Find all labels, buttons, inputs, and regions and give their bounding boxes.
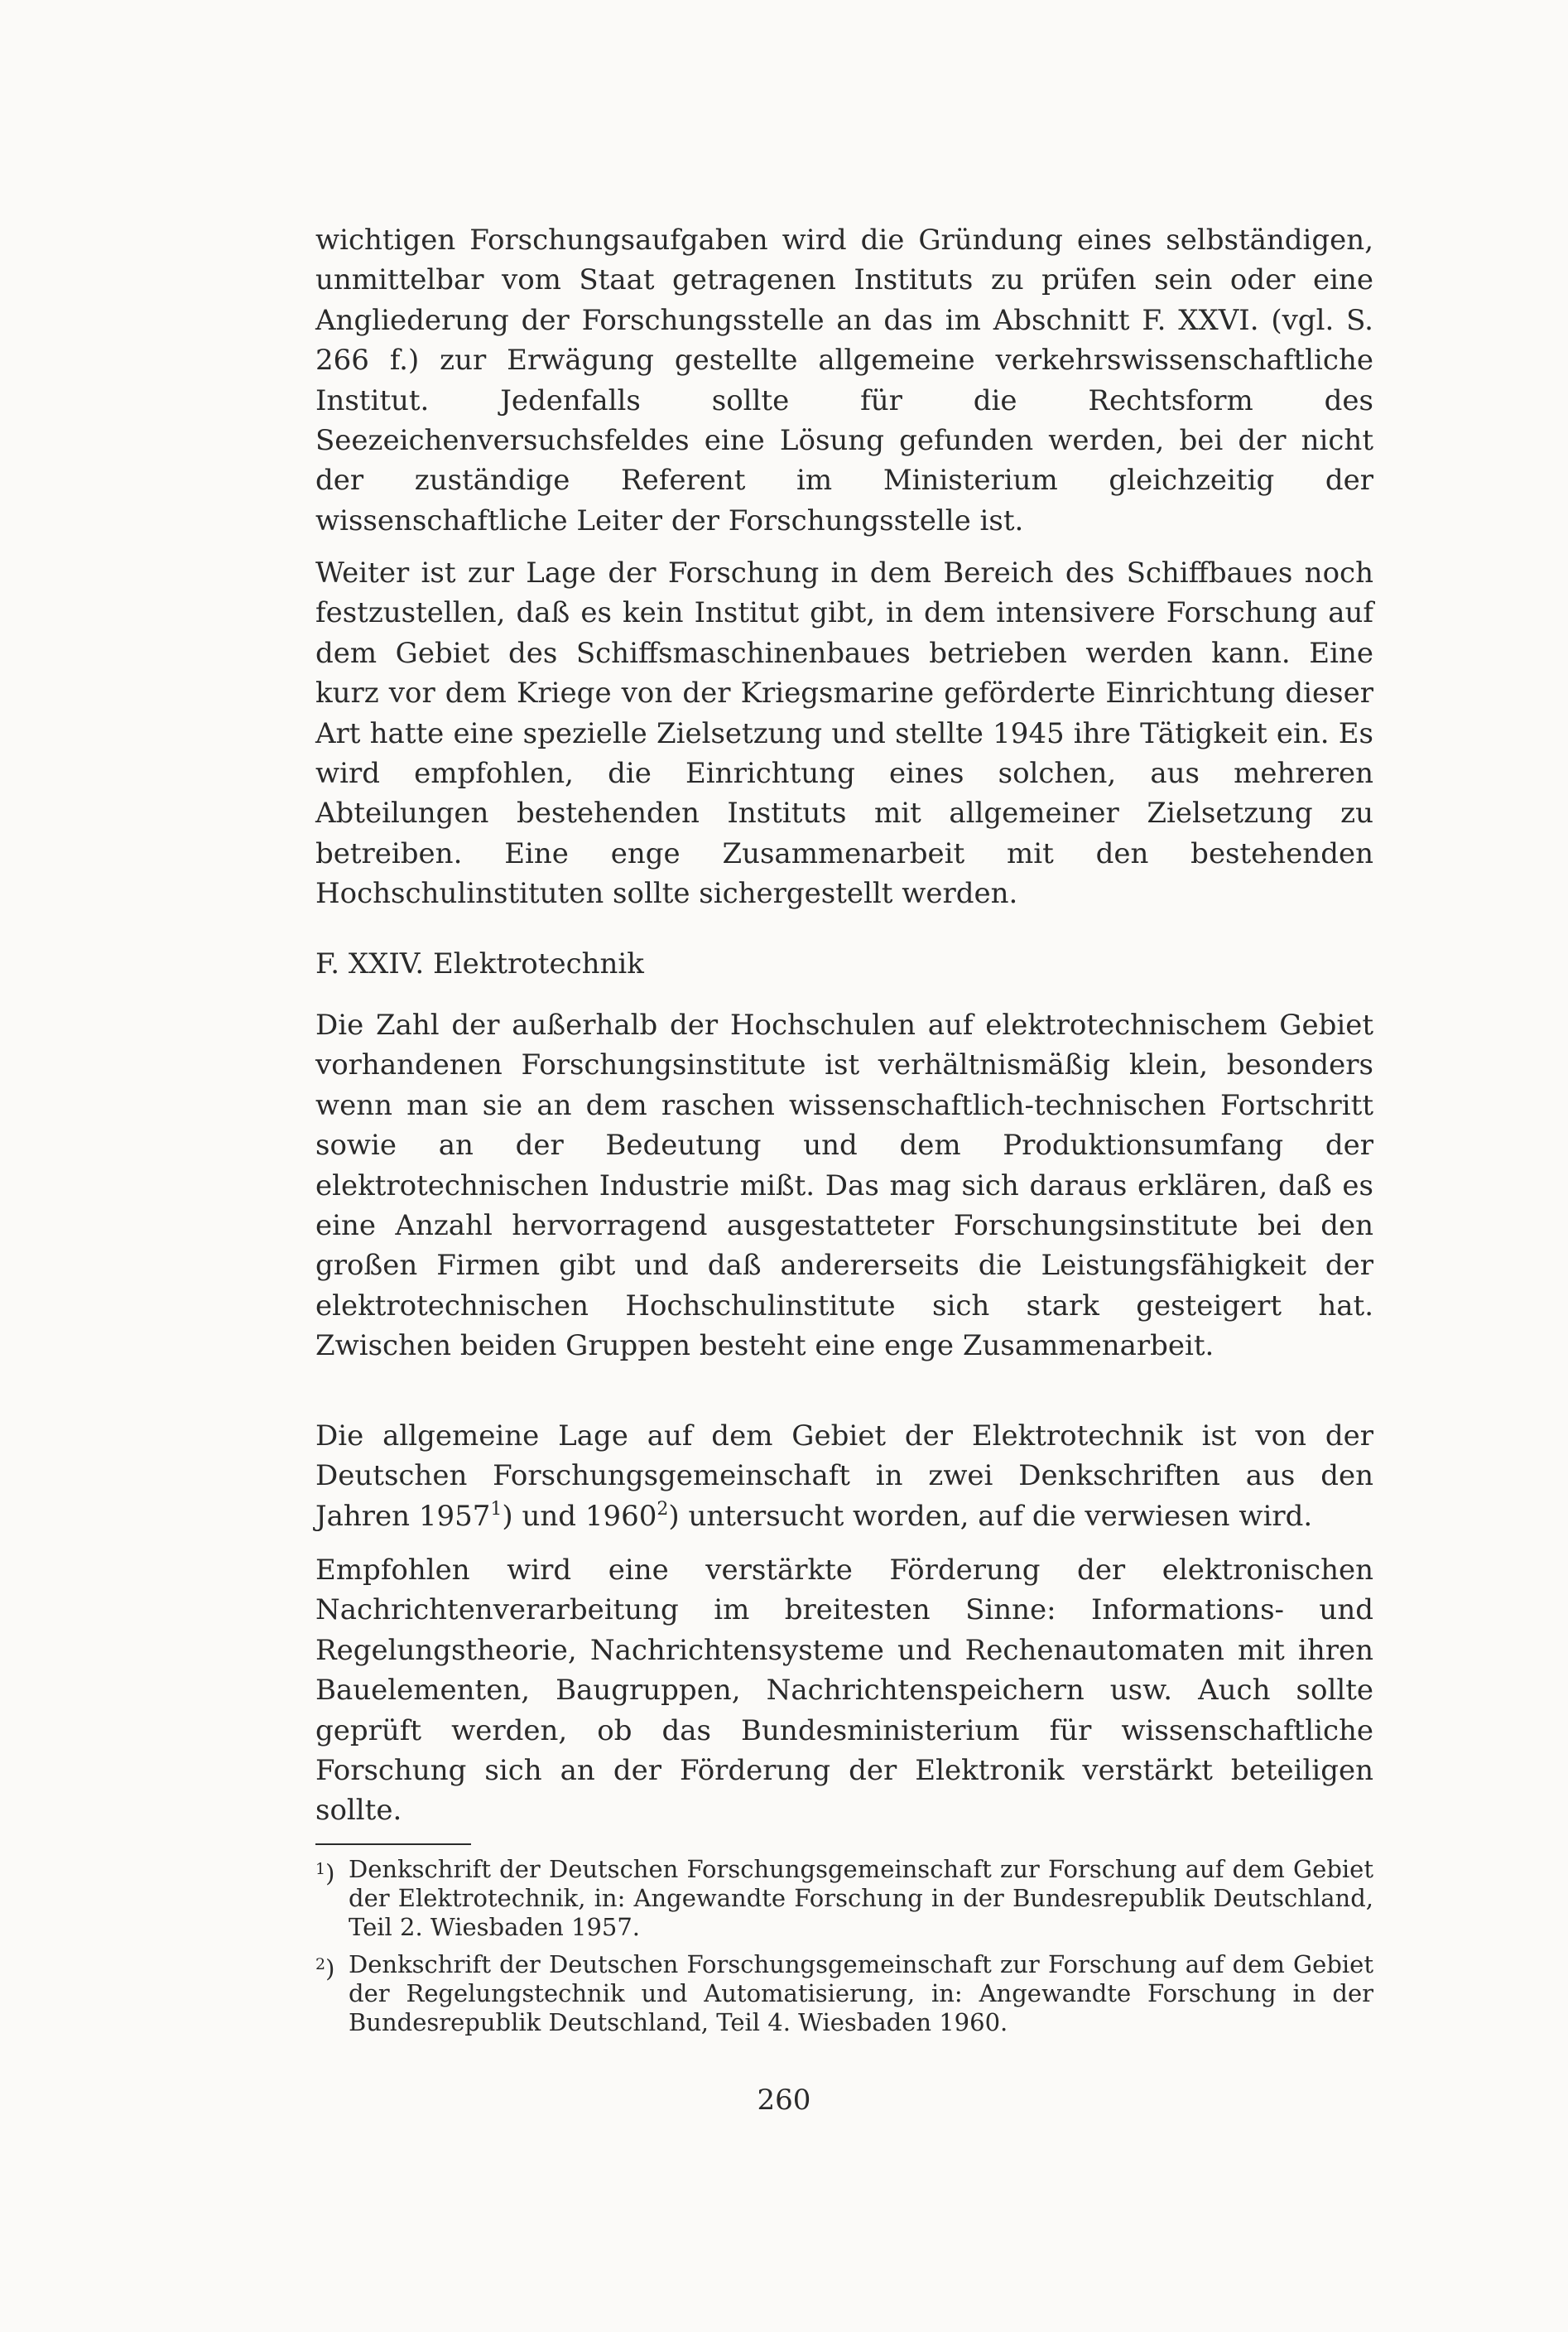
- footnote-2-bracket: ): [325, 1954, 335, 1983]
- paragraph-research-institute: wichtigen Forschungsaufgaben wird die Gründung eines selbständigen, unmittelbar vom Staat getragenen Instituts zu prüfen sein oder eine Angliederung der Forschungsstelle an das im Abschnitt F. XXVI. (vgl. S. 266 f.) zur Erwägung gestellte allgemeine verkehrswissenschaftliche Institut. Jedenfalls sollte für die Rechtsform des Seezeichenversuchsfeldes eine Lösung gefunden werden, bei der nicht der zuständige Referent im Ministerium gleichzeitig der wissenschaftliche Leiter der Forschungsstelle ist.: [315, 224, 1373, 537]
- footnote-2: [315, 1950, 1373, 2037]
- paragraph-general-situation-text-b: ) und 1960: [502, 1499, 657, 1533]
- footnote-ref-1: 1: [490, 1498, 503, 1520]
- footnote-1-number: 1: [315, 1860, 326, 1878]
- page-number: 260: [757, 2084, 811, 2117]
- section-heading: F. XXIV. Elektrotechnik: [315, 947, 644, 980]
- footnote-separator: [315, 1843, 471, 1845]
- paragraph-general-situation: [315, 1416, 1373, 1536]
- paragraph-general-situation-text-c: ) untersucht worden, auf die verwiesen wird.: [668, 1499, 1313, 1533]
- footnote-1-text: Denkschrift der Deutschen Forschungsgemeinschaft zur Forschung auf dem Gebiet der Elektrotechnik, in: Angewandte Forschung in der Bundesrepublik Deutschland, Teil 2. Wiesbaden 1957.: [349, 1855, 1373, 1941]
- paragraph-electrical-institutes: Die Zahl der außerhalb der Hochschulen auf elektrotechnischem Gebiet vorhandenen Forschungsinstitute ist verhältnismäßig klein, besonders wenn man sie an dem raschen wissenschaftlich-technischen Fortschritt sowie an der Bedeutung und dem Produktionsumfang der elektrotechnischen Industrie mißt. Das mag sich daraus erklären, daß es eine Anzahl hervorragend ausgestatteter Forschungsinstitute bei den großen Firmen gibt und daß andererseits die Leistungsfähigkeit der elektrotechnischen Hochschulinstitute sich stark gesteigert hat. Zwischen beiden Gruppen besteht eine enge Zusammenarbeit.: [315, 1009, 1373, 1363]
- paragraph-general-situation-text-a: Die allgemeine Lage auf dem Gebiet der Elektrotechnik ist von der Deutschen Forschungsgemeinschaft in zwei Denkschriften aus den Jahren 1957: [315, 1419, 1373, 1533]
- footnote-ref-2: 2: [657, 1498, 669, 1520]
- footnote-2-mark: [315, 1950, 349, 1983]
- paragraph-recommendation: Empfohlen wird eine verstärkte Förderung der elektronischen Nachrichtenverarbeitung im breitesten Sinne: Informations- und Regelungstheorie, Nachrichtensysteme und Rechenautomaten mit ihren Bauelementen, Baugruppen, Nachrichtenspeichern usw. Auch sollte geprüft werden, ob das Bundesministerium für wissenschaftliche Forschung sich an der Förderung der Elektronik verstärkt beteiligen sollte.: [315, 1554, 1373, 1828]
- footnote-1-bracket: ): [325, 1859, 335, 1887]
- footnote-1-mark: [315, 1855, 349, 1888]
- footnote-2-text: Denkschrift der Deutschen Forschungsgemeinschaft zur Forschung auf dem Gebiet der Regelungstechnik und Automatisierung, in: Angewandte Forschung in der Bundesrepublik Deutschland, Teil 4. Wiesbaden 1960.: [349, 1950, 1373, 2036]
- footnote-1: [315, 1855, 1373, 1942]
- paragraph-shipbuilding: Weiter ist zur Lage der Forschung in dem Bereich des Schiffbaues noch festzustellen, daß es kein Institut gibt, in dem intensivere Forschung auf dem Gebiet des Schiffsmaschinenbaues betrieben werden kann. Eine kurz vor dem Kriege von der Kriegsmarine geförderte Einrichtung dieser Art hatte eine spezielle Zielsetzung und stellte 1945 ihre Tätigkeit ein. Es wird empfohlen, die Einrichtung eines solchen, aus mehreren Abteilungen bestehenden Instituts mit allgemeiner Zielsetzung zu betreiben. Eine enge Zusammenarbeit mit den bestehenden Hochschulinstituten sollte sichergestellt werden.: [315, 556, 1373, 911]
- footnote-2-number: 2: [315, 1955, 326, 1973]
